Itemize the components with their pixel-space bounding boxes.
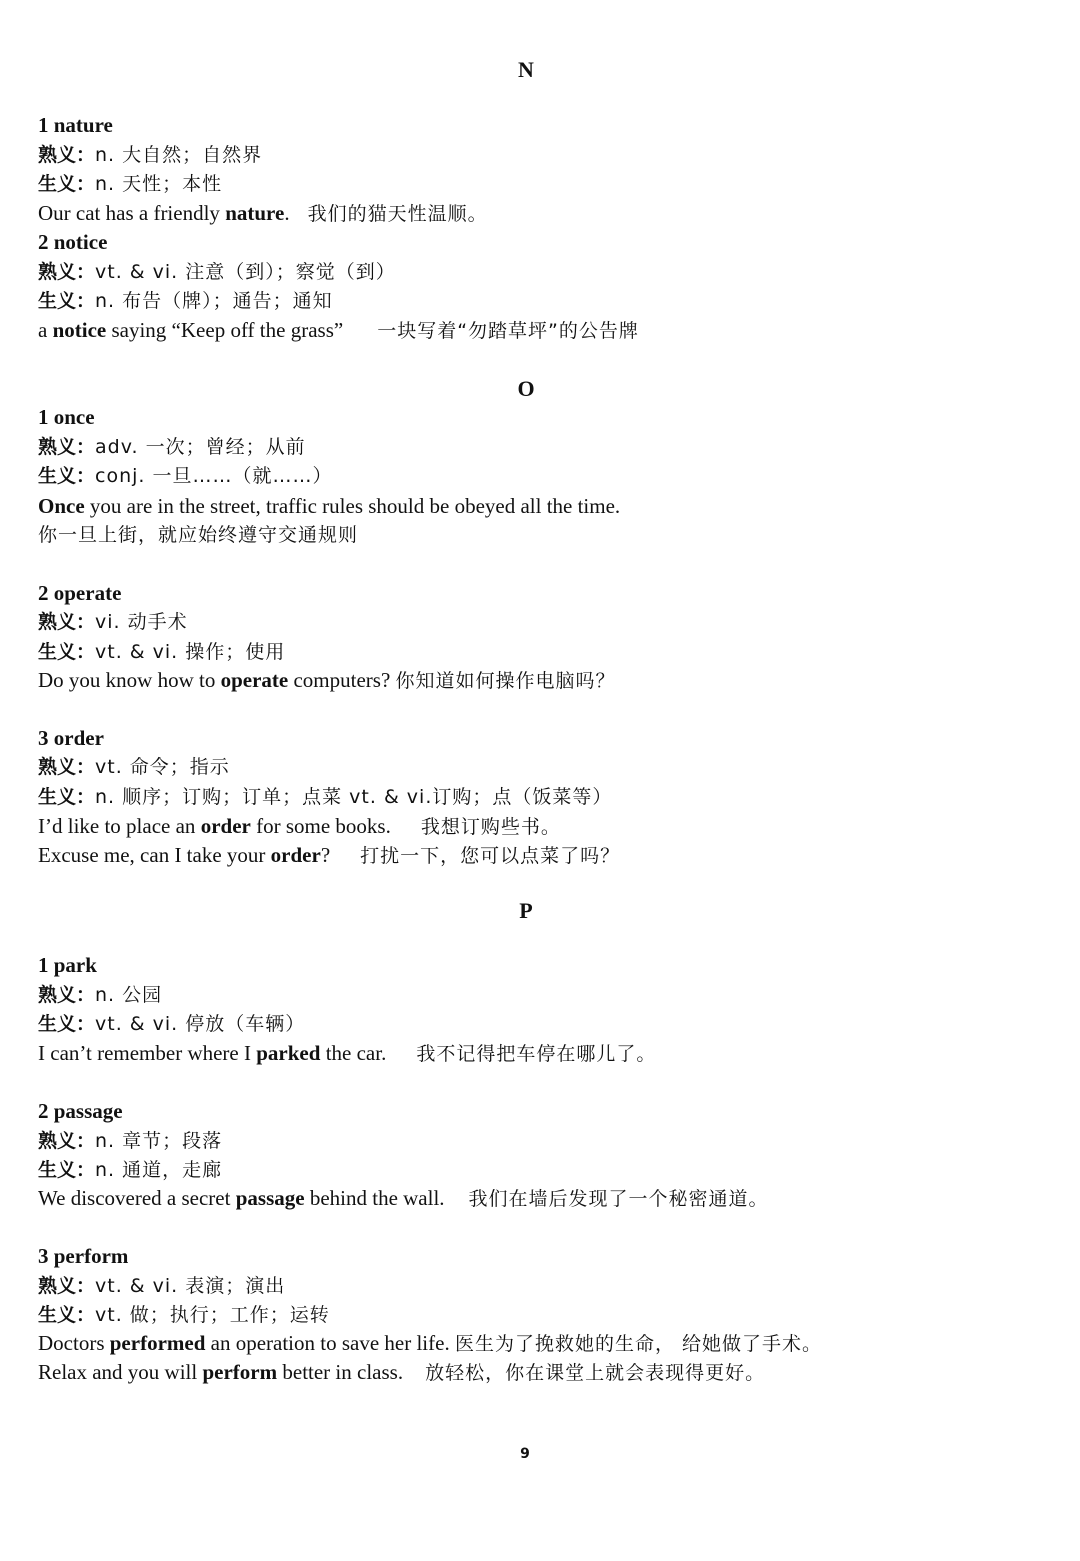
entry-heading-order: 3 order [38,726,104,750]
new-label: 生义： [38,1304,96,1326]
entry-heading-nature: 1 nature [38,113,113,137]
example-translation-once [38,519,358,549]
example-text: saying “Keep off the grass” [106,318,344,342]
keyword: perform [202,1360,278,1384]
new-text: vt. 做；执行；工作；运转 [95,1304,330,1326]
entry-heading-perform: 3 perform [38,1244,129,1268]
example-text: ? [320,843,331,867]
keyword: order [270,843,321,867]
example-perform-2 [38,1357,765,1387]
new-text: n. 顺序；订购；订单；点菜 vt. & vi.订购；点（饭菜等） [95,786,613,808]
familiar-meaning-order [38,751,230,781]
example-text: Do you know how to [38,668,221,692]
section-letter-n: N [518,57,534,82]
new-text: vt. & vi. 停放（车辆） [95,1013,306,1035]
example-translation: 打扰一下，您可以点菜了吗？ [360,845,621,867]
example-text: Excuse me, can I take your [38,843,271,867]
section-letter-p: P [519,898,533,923]
example-translation: 放轻松，你在课堂上就会表现得更好。 [425,1362,766,1384]
entry-heading-passage: 2 passage [38,1099,123,1123]
familiar-text: adv. 一次；曾经；从前 [95,436,306,458]
example-translation: 你知道如何操作电脑吗？ [395,670,616,692]
familiar-label: 熟义： [38,984,96,1006]
example-perform-1 [38,1328,822,1358]
keyword: notice [52,318,107,342]
example-text: We discovered a secret [38,1186,236,1210]
entry-heading-operate: 2 operate [38,581,122,605]
example-order-1 [38,811,561,841]
familiar-text: vt. & vi. 表演；演出 [95,1275,286,1297]
familiar-label: 熟义： [38,1130,96,1152]
familiar-text: vt. 命令；指示 [95,756,230,778]
example-translation: 医生为了挽救她的生命， 给她做了手术。 [454,1333,823,1355]
example-notice [38,315,639,345]
familiar-meaning-nature [38,139,262,169]
entry-heading-once: 1 once [38,405,95,429]
familiar-label: 熟义： [38,756,96,778]
familiar-label: 熟义： [38,144,96,166]
familiar-meaning-notice [38,256,396,286]
example-translation: 我想订购些书。 [420,816,561,838]
new-label: 生义： [38,290,96,312]
example-once [38,491,620,521]
familiar-meaning-passage [38,1125,222,1155]
example-text: you are in the street, traffic rules should be obeyed all the time. [84,494,621,518]
example-translation: 我们在墙后发现了一个秘密通道。 [468,1188,769,1210]
familiar-meaning-once [38,431,306,461]
new-meaning-perform [38,1299,330,1329]
keyword: order [200,814,251,838]
familiar-text: vt. & vi. 注意（到）；察觉（到） [95,261,396,283]
familiar-text: vi. 动手术 [95,611,188,633]
new-text: n. 通道，走廊 [95,1159,223,1181]
example-translation: 我不记得把车停在哪儿了。 [416,1043,657,1065]
example-translation: 我们的猫天性温顺。 [307,203,488,225]
example-text: behind the wall. [304,1186,445,1210]
new-meaning-order [38,781,612,811]
example-translation: 你一旦上街，就应始终遵守交通规则 [38,524,359,546]
new-label: 生义： [38,465,96,487]
new-text: vt. & vi. 操作；使用 [95,641,286,663]
familiar-text: n. 大自然；自然界 [95,144,263,166]
example-park [38,1038,656,1068]
example-text: Relax and you will [38,1360,203,1384]
new-label: 生义： [38,786,96,808]
familiar-text: n. 章节；段落 [95,1130,223,1152]
new-label: 生义： [38,1013,96,1035]
example-text: . [284,201,290,225]
example-nature [38,198,488,228]
keyword: performed [109,1331,206,1355]
new-meaning-once [38,460,333,490]
example-order-2 [38,840,620,870]
keyword: nature [225,201,285,225]
example-text: for some books. [250,814,391,838]
familiar-label: 熟义： [38,611,96,633]
familiar-text: n. 公园 [95,984,163,1006]
example-text: Doctors [38,1331,110,1355]
keyword: operate [220,668,289,692]
example-text: the car. [320,1041,387,1065]
example-text: Our cat has a friendly [38,201,226,225]
new-label: 生义： [38,173,96,195]
page-number: 9 [520,1446,530,1462]
entry-heading-park: 1 park [38,953,97,977]
new-label: 生义： [38,641,96,663]
new-meaning-park [38,1008,305,1038]
new-meaning-operate [38,636,285,666]
familiar-meaning-perform [38,1270,285,1300]
keyword: parked [256,1041,321,1065]
example-text: computers? [288,668,396,692]
new-meaning-passage [38,1154,222,1184]
keyword: Once [38,494,85,518]
new-text: n. 天性；本性 [95,173,223,195]
example-text: I can’t remember where I [38,1041,257,1065]
new-meaning-nature [38,168,222,198]
new-text: conj. 一旦……（就……） [95,465,333,487]
familiar-meaning-park [38,979,162,1009]
example-text: an operation to save her life. [205,1331,455,1355]
new-label: 生义： [38,1159,96,1181]
example-translation: 一块写着“勿踏草坪”的公告牌 [377,320,639,342]
example-text: a [38,318,53,342]
familiar-label: 熟义： [38,436,96,458]
keyword: passage [235,1186,305,1210]
example-passage [38,1183,769,1213]
familiar-label: 熟义： [38,261,96,283]
new-text: n. 布告（牌）；通告；通知 [95,290,333,312]
familiar-label: 熟义： [38,1275,96,1297]
new-meaning-notice [38,285,333,315]
example-operate [38,665,616,695]
entry-heading-notice: 2 notice [38,230,108,254]
example-text: I’d like to place an [38,814,201,838]
section-letter-o: O [517,376,535,401]
familiar-meaning-operate [38,606,188,636]
example-text: better in class. [277,1360,404,1384]
